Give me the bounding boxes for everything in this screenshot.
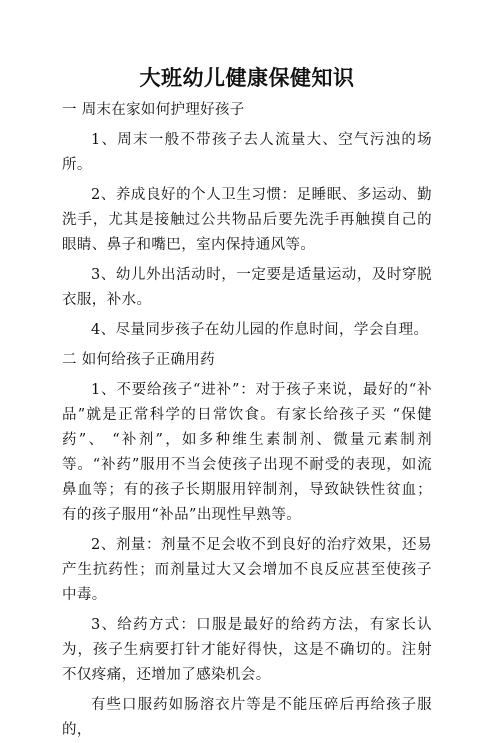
paragraph: 有些口服药如肠溶衣片等是不能压碎后再给孩子服的， [62, 697, 432, 738]
paragraph: 3、给药方式：口服是最好的给药方法，有家长认为，孩子生病要打针才能好得快，这是不确切的。注射不仅疼痛，还增加了感染机会。 [62, 617, 432, 683]
paragraph: 1、不要给孩子“进补”：对于孩子来说，最好的“补品”就是正常科学的日常饮食。有家长给孩子买 “保健药”、 “补剂”，如多种维生素制剂、微量元素制剂等。“补药”服用不当会使孩子出现不耐受的表现，如流鼻血等；有的孩子长期服用锌制剂，导致缺铁性贫血；有的孩子服用“补品”出现性早熟等。 [62, 382, 432, 523]
paragraph: 2、养成良好的个人卫生习惯：足睡眠、多运动、勤洗手，尤其是接触过公共物品后要先洗手再触摸自己的眼睛、鼻子和嘴巴，室内保持通风等。 [62, 187, 432, 253]
paragraph: 2、剂量：剂量不足会收不到良好的治疗效果，还易产生抗药性；而剂量过大又会增加不良反应甚至使孩子中毒。 [62, 537, 432, 603]
paragraph: 4、尽量同步孩子在幼儿园的作息时间，学会自理。 [91, 322, 429, 338]
document-body [62, 98, 432, 743]
document-title: 大班幼儿健康保健知识 [139, 65, 355, 90]
section-heading-1: 一 周末在家如何护理好孩子 [62, 102, 245, 118]
section-heading-2: 二 如何给孩子正确用药 [62, 352, 215, 368]
paragraph: 3、幼儿外出活动时，一定要是适量运动，及时穿脱衣服，补水。 [62, 267, 432, 308]
paragraph: 1、周末一般不带孩子去人流量大、空气污浊的场所。 [62, 132, 432, 173]
